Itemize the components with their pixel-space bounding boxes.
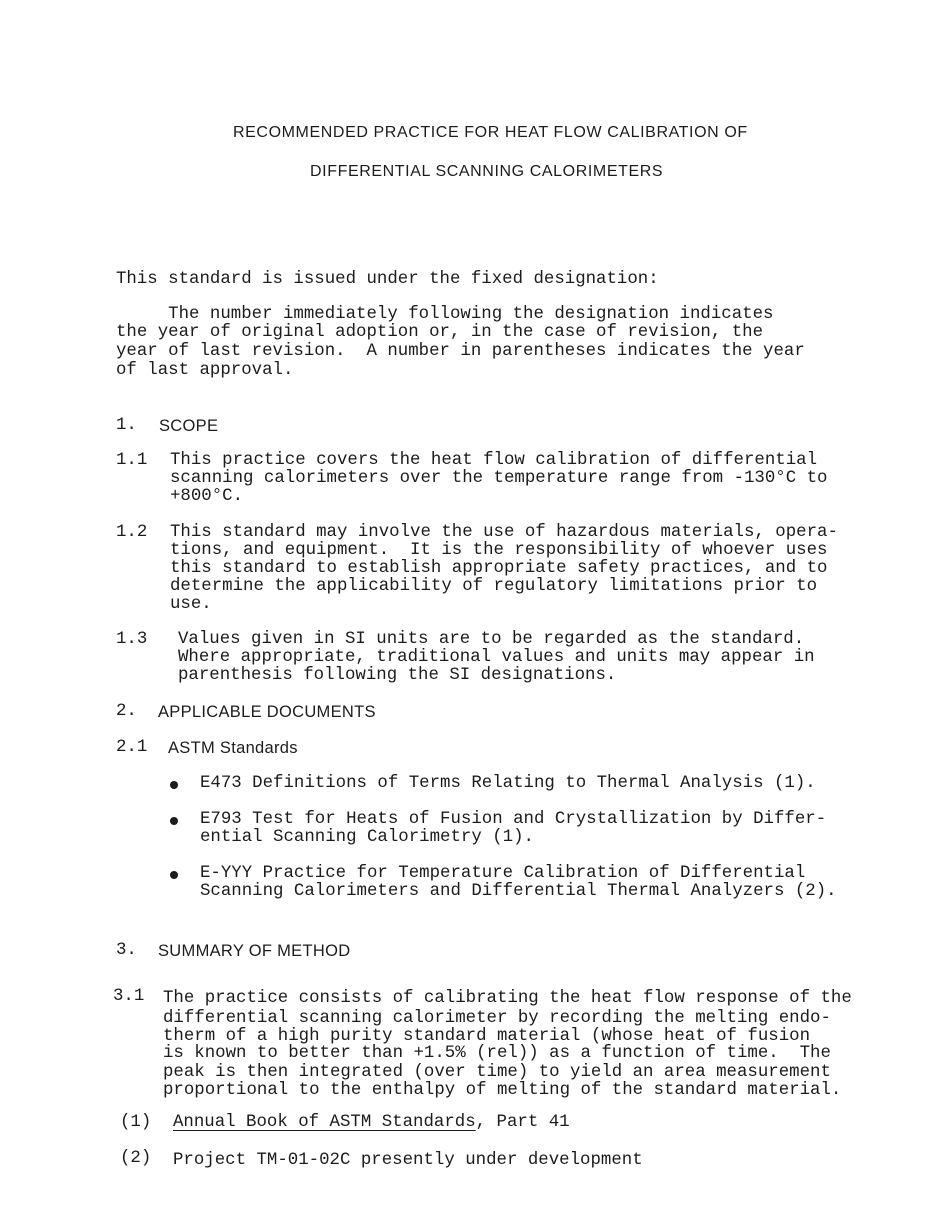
item-line: Values given in SI units are to be regarded as the standard. <box>178 630 805 649</box>
item-line: therm of a high purity standard material (whose heat of fusion <box>163 1027 811 1046</box>
section-2-1-number: 2.1 <box>116 738 148 757</box>
item-line: This standard may involve the use of hazardous materials, opera- <box>170 523 838 542</box>
footnote-text <box>173 1114 570 1133</box>
bullet-line: E-YYY Practice for Temperature Calibration of Differential <box>200 864 806 883</box>
item-line: proportional to the enthalpy of melting of the standard material. <box>163 1081 842 1100</box>
item-line: The practice consists of calibrating the heat flow response of the <box>163 989 852 1008</box>
title-line-1: RECOMMENDED PRACTICE FOR HEAT FLOW CALIBRATION OF <box>233 124 748 141</box>
item-number: 1.1 <box>116 451 148 470</box>
item-line: Where appropriate, traditional values and units may appear in <box>178 648 815 667</box>
bullet-line: ential Scanning Calorimetry (1). <box>200 828 534 847</box>
item-line: is known to better than +1.5% (rel)) as a function of time. The <box>163 1044 831 1063</box>
footnote-text: Project TM-01-02C presently under development <box>173 1151 643 1170</box>
item-line: peak is then integrated (over time) to yield an area measurement <box>163 1063 831 1082</box>
bullet-dot <box>170 781 178 789</box>
item-line: scanning calorimeters over the temperature range from -130°C to <box>170 469 828 488</box>
bullet-dot <box>170 817 178 825</box>
designation-statement: This standard is issued under the fixed designation: <box>116 270 659 289</box>
footnote-number: (2) <box>120 1149 152 1168</box>
item-number: 3.1 <box>113 987 145 1006</box>
item-line: This practice covers the heat flow calibration of differential <box>170 451 818 470</box>
bullet-dot <box>170 871 178 879</box>
item-line: differential scanning calorimeter by recording the melting endo- <box>163 1009 831 1028</box>
section-3-number: 3. <box>116 941 137 960</box>
item-line: parenthesis following the SI designations. <box>178 666 617 685</box>
intro-line: the year of original adoption or, in the case of revision, the <box>116 323 764 342</box>
bullet-line: Scanning Calorimeters and Differential Thermal Analyzers (2). <box>200 882 837 901</box>
item-line: tions, and equipment. It is the responsibility of whoever uses <box>170 541 828 560</box>
section-1-heading: SCOPE <box>159 417 219 435</box>
title-line-2: DIFFERENTIAL SCANNING CALORIMETERS <box>310 163 664 180</box>
intro-line: of last approval. <box>116 361 294 380</box>
bullet-line: E473 Definitions of Terms Relating to Thermal Analysis (1). <box>200 774 816 793</box>
item-number: 1.3 <box>116 630 148 649</box>
footnote-rest: , Part 41 <box>475 1113 570 1132</box>
section-2-1-heading: ASTM Standards <box>168 739 298 757</box>
section-1-number: 1. <box>116 416 137 435</box>
item-line: use. <box>170 595 212 614</box>
intro-line: year of last revision. A number in parentheses indicates the year <box>116 342 805 361</box>
section-2-heading: APPLICABLE DOCUMENTS <box>158 703 376 721</box>
intro-line: The number immediately following the designation indicates <box>116 305 774 324</box>
bullet-line: E793 Test for Heats of Fusion and Crystallization by Differ- <box>200 810 827 829</box>
item-line: this standard to establish appropriate safety practices, and to <box>170 559 828 578</box>
section-2-number: 2. <box>116 702 137 721</box>
footnote-number: (1) <box>120 1113 152 1132</box>
item-line: determine the applicability of regulatory limitations prior to <box>170 577 818 596</box>
section-3-heading: SUMMARY OF METHOD <box>158 942 351 960</box>
footnote-title: Annual Book of ASTM Standards <box>173 1113 476 1132</box>
item-number: 1.2 <box>116 523 148 542</box>
item-line: +800°C. <box>170 487 244 506</box>
